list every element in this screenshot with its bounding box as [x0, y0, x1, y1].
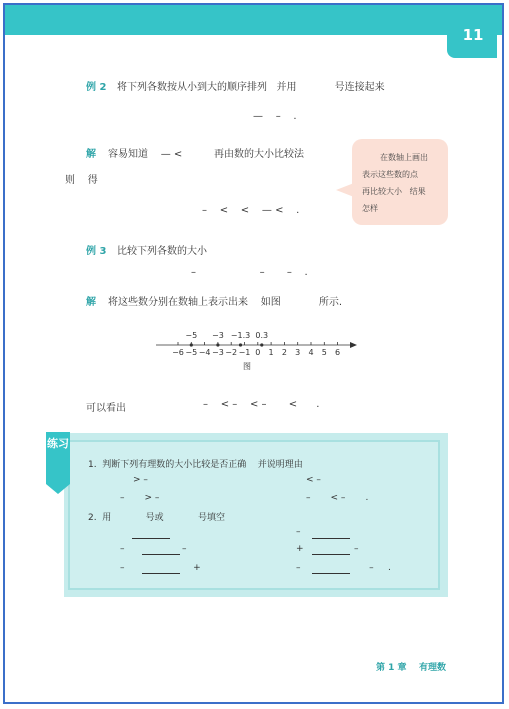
blank-5[interactable] [142, 573, 180, 574]
solution2-line1: 容易知道 — < 再由数的大小比较法 [108, 149, 305, 160]
practice-q1-d: – < – . [306, 493, 369, 503]
practice-q1: 1. 判断下列有理数的大小比较是否正确 并说明理由 [88, 460, 303, 470]
example2-label: 例 2 [86, 82, 107, 93]
example3-label: 例 3 [86, 246, 107, 257]
page-number: 11 [462, 26, 484, 44]
example3-expression: – – – . [191, 267, 308, 278]
number-line-point-label: 0.3 [255, 331, 269, 340]
number-line-tick-label: 6 [335, 348, 341, 357]
figure-caption: 图 [243, 362, 251, 371]
number-line-point [216, 343, 219, 346]
number-line-tick-label: −4 [198, 348, 211, 357]
practice-q1-a: > – [133, 475, 148, 485]
practice-q2-row1-left-prefix: – [120, 544, 125, 554]
solution2-label: 解 [86, 149, 96, 160]
callout-line-3: 再比较大小 结果 [362, 187, 426, 196]
number-line-point [260, 343, 263, 346]
practice-q2-row1-right-suffix: – [354, 544, 359, 554]
practice-q1-c: – > – [120, 493, 160, 503]
practice-tag-text: 练习 [47, 437, 69, 450]
solution3-text: 将这些数分别在数轴上表示出来 如图 所示. [108, 297, 343, 308]
number-line-arrow [350, 342, 357, 348]
number-line-tick-label: −1 [238, 348, 251, 357]
number-line-tick-label: −6 [172, 348, 184, 357]
example2-text: 将下列各数按从小到大的顺序排列 并用 号连接起来 [117, 82, 385, 93]
solution2-expression: – < < — < . [202, 205, 300, 216]
blank-2[interactable] [312, 538, 350, 539]
number-line-tick-label: 1 [268, 348, 274, 357]
practice-q2-row2-right: – – . [296, 563, 391, 573]
callout-line-4: 怎样 [362, 204, 378, 213]
solution3-label: 解 [86, 297, 96, 308]
number-line-tick-label: 5 [321, 348, 327, 357]
number-line-tick-label: −3 [212, 348, 224, 357]
number-line-tick-label: 0 [255, 348, 261, 357]
number-line-tick-label: −5 [185, 348, 198, 357]
practice-q1-b: < – [306, 475, 321, 485]
practice-q2-row1-left-suffix: – [182, 544, 187, 554]
callout-line-1: 在数轴上画出 [380, 153, 428, 162]
example3-text: 比较下列各数的大小 [117, 246, 207, 257]
number-line-point [239, 343, 242, 346]
number-line-point [190, 343, 193, 346]
blank-4[interactable] [312, 554, 350, 555]
practice-q2: 2. 用 号或 号填空 [88, 513, 225, 523]
conclusion-expression: – < – < – < . [203, 399, 320, 410]
practice-q2-row1-right-prefix: + [296, 544, 304, 554]
solution2-line2: 则 得 [65, 175, 98, 186]
example2-expression: — – . [253, 111, 297, 122]
number-line-point-label: −3 [212, 331, 224, 340]
number-line-tick-label: 4 [308, 348, 314, 357]
number-line-point-label: −1.3 [230, 331, 251, 340]
practice-q2-row2-left: – + [120, 563, 201, 573]
chapter-footer: 第 1 章 有理数 [376, 663, 447, 673]
number-line-point-label: −5 [185, 331, 198, 340]
practice-q2-top-right: – [296, 527, 301, 537]
callout-line-2: 表示这些数的点 [362, 170, 418, 179]
blank-6[interactable] [312, 573, 350, 574]
number-line-tick-label: 3 [295, 348, 301, 357]
tip-callout [352, 139, 448, 225]
number-line-figure [150, 325, 365, 373]
number-line-tick-label: −2 [225, 348, 238, 357]
number-line-tick-label: 2 [281, 348, 287, 357]
conclusion-text: 可以看出 [86, 403, 126, 414]
header-band [5, 5, 502, 35]
blank-3[interactable] [142, 554, 180, 555]
blank-1[interactable] [132, 538, 170, 539]
